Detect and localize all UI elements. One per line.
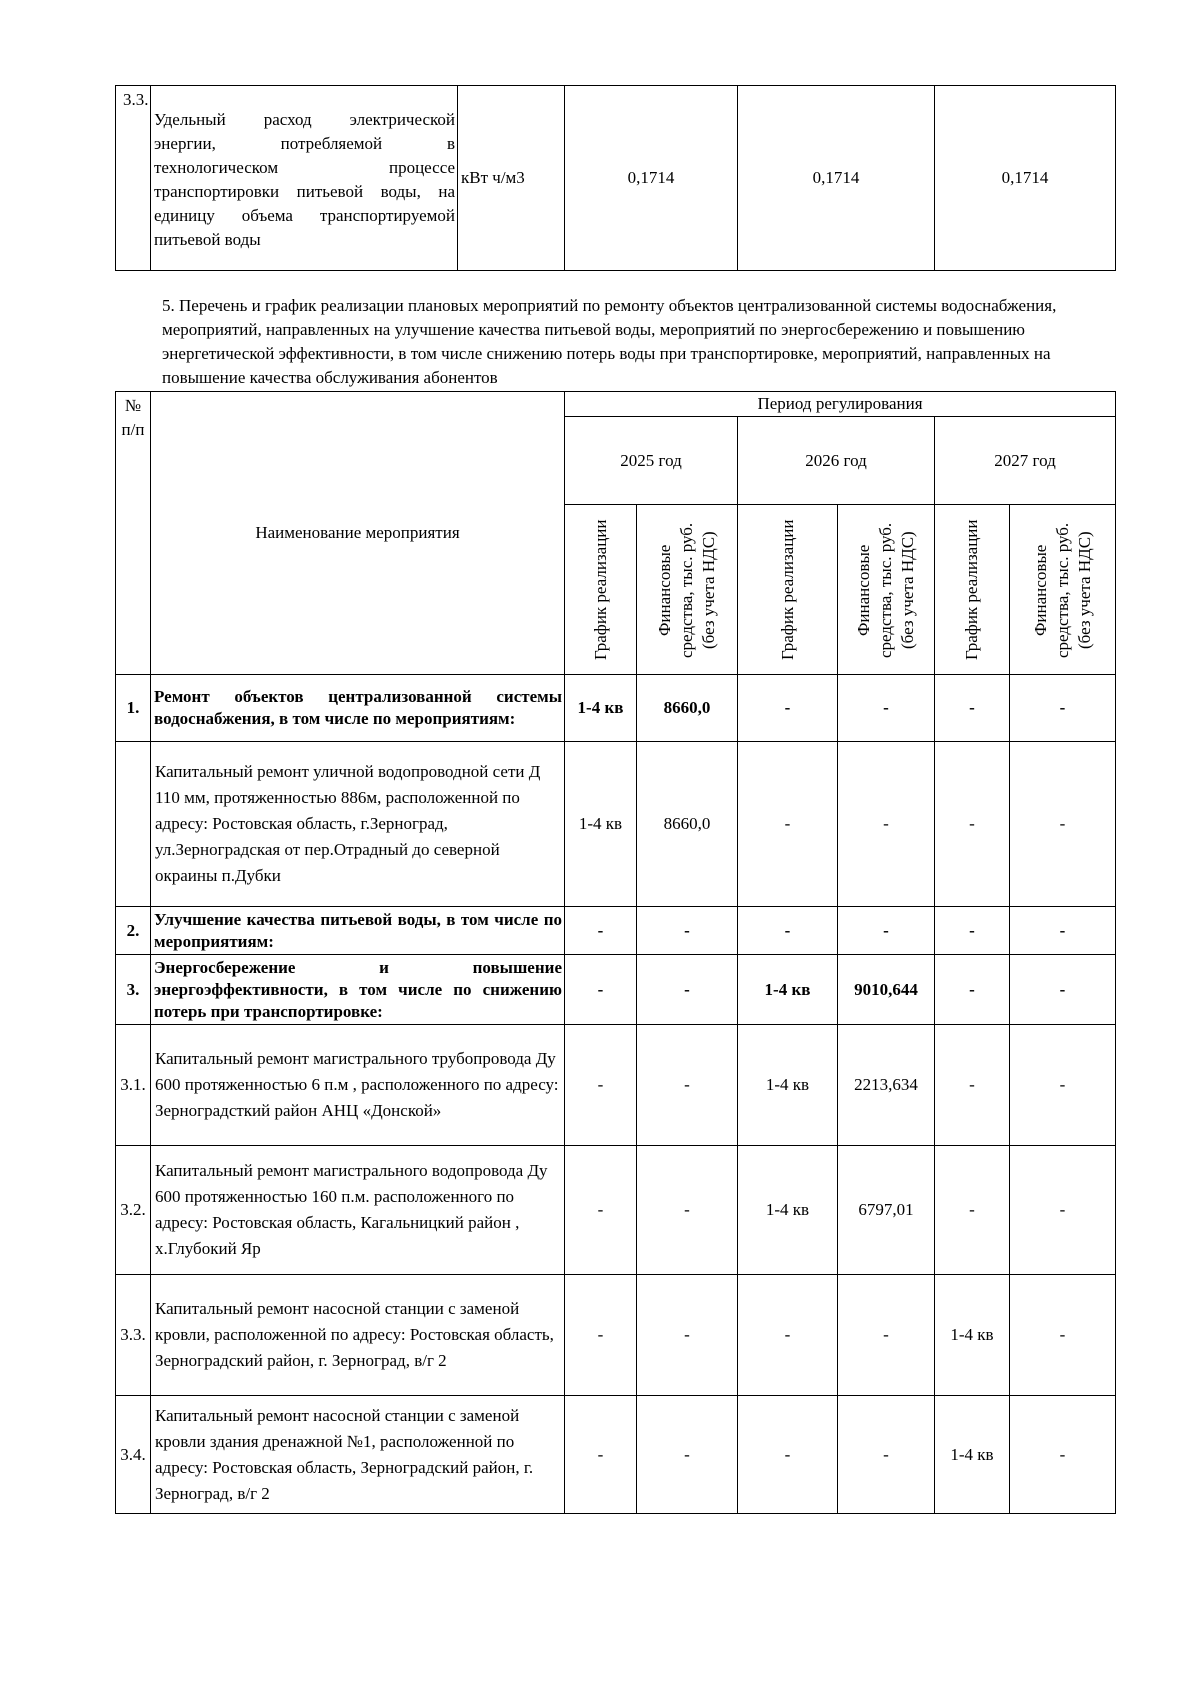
section-heading: 5. Перечень и график реализации плановых мероприятий по ремонту объектов централизованной системы водоснабжения, мероприятий, направленных на улучшение качества питьевой воды, мероприятий по энергосбережению и повышению энергетической эффективности, в том числе снижению потерь воды при транспортировке, мероприятий, направленных на повышение качества обслуживания абонентов [162,296,1057,387]
activity-name: Капитальный ремонт магистрального водопровода Ду 600 протяженностью 160 п.м. расположенного по адресу: Ростовская область, Кагальницкий район , х.Глубокий Яр [151,1146,565,1275]
cell-finance-2025: - [637,1275,738,1396]
unit-cell: кВт ч/м3 [458,86,565,271]
cell-schedule-2026: - [738,675,838,742]
cell-schedule-2025: - [565,1146,637,1275]
cell-finance-2026: - [838,1396,935,1514]
finance-header-2027: Финансовые средства, тыс. руб. (без учета НДС) [1030,521,1094,658]
cell-schedule-2025: - [565,955,637,1025]
cell-schedule-2026: 1-4 кв [738,1025,838,1146]
cell-finance-2026: - [838,1275,935,1396]
row-number [116,742,151,907]
num-header: № п/п [116,392,151,675]
cell-schedule-2025: - [565,907,637,955]
activity-name: Улучшение качества питьевой воды, в том числе по мероприятиям: [151,907,565,955]
cell-schedule-2027: - [935,742,1010,907]
indicator-name [151,86,458,271]
cell-finance-2027: - [1010,1396,1116,1514]
header-row [116,392,1116,417]
cell-schedule-2026: 1-4 кв [738,1146,838,1275]
year-2027-header: 2027 год [935,417,1116,505]
row-number: 3. [116,955,151,1025]
table-row [116,1146,1116,1275]
cell-finance-2025: - [637,955,738,1025]
table-row [116,675,1116,742]
cell-finance-2026: - [838,742,935,907]
cell-finance-2026: - [838,675,935,742]
row-number: 3.3. [116,86,151,271]
cell-schedule-2027: - [935,675,1010,742]
indicator-name-line: энергии, потребляемой в [154,134,455,153]
value-2027: 0,1714 [935,86,1116,271]
cell-schedule-2026: - [738,742,838,907]
row-number: 3.4. [116,1396,151,1514]
indicator-name-line: единицу объема транспортируемой [154,206,455,225]
indicator-name-line: Удельный расход электрической [154,110,455,129]
cell-finance-2025: - [637,907,738,955]
cell-finance-2026: - [838,907,935,955]
activity-name: Энергосбережение и повышение энергоэффективности, в том числе по снижению потерь при транспортировке: [151,955,565,1025]
schedule-header-2027: График реализации [962,519,981,660]
activity-name: Ремонт объектов централизованной системы водоснабжения, в том числе по мероприятиям: [151,675,565,742]
period-header: Период регулирования [565,392,1116,417]
activity-name: Капитальный ремонт насосной станции с заменой кровли, расположенной по адресу: Ростовская область, Зерноградский район, г. Зерноград, в/г 2 [151,1275,565,1396]
year-2025-header: 2025 год [565,417,738,505]
cell-schedule-2027: - [935,907,1010,955]
cell-finance-2026: 2213,634 [838,1025,935,1146]
row-number: 3.3. [116,1275,151,1396]
schedule-header-2026: График реализации [777,519,797,660]
cell-schedule-2027: - [935,955,1010,1025]
cell-schedule-2026: - [738,907,838,955]
cell-finance-2025: - [637,1146,738,1275]
activities-table [115,391,1116,1514]
activity-name: Капитальный ремонт уличной водопроводной сети Д 110 мм, протяженностью 886м, расположенной по адресу: Ростовская область, г.Зерноград, ул.Зерноградская от пер.Отрадный до северной окраины п.Дубки [151,742,565,907]
row-number: 2. [116,907,151,955]
schedule-header-2025: График реализации [590,519,610,660]
indicator-name-line: технологическом процессе [154,158,455,177]
table-row [116,86,1116,271]
indicator-table [115,85,1116,271]
cell-schedule-2027: 1-4 кв [935,1275,1010,1396]
cell-finance-2026: 9010,644 [838,955,935,1025]
cell-schedule-2025: 1-4 кв [565,675,637,742]
cell-finance-2027: - [1010,1146,1116,1275]
activity-name: Капитальный ремонт насосной станции с заменой кровли здания дренажной №1, расположенной по адресу: Ростовская область, Зерноградский район, г. Зерноград, в/г 2 [151,1396,565,1514]
cell-schedule-2026: 1-4 кв [738,955,838,1025]
cell-finance-2025: 8660,0 [637,675,738,742]
cell-finance-2026: 6797,01 [838,1146,935,1275]
value-2025: 0,1714 [565,86,738,271]
cell-schedule-2025: - [565,1396,637,1514]
cell-schedule-2026: - [738,1275,838,1396]
cell-finance-2025: 8660,0 [637,742,738,907]
cell-finance-2027: - [1010,907,1116,955]
cell-schedule-2025: 1-4 кв [565,742,637,907]
finance-header-2026: Финансовые средства, тыс. руб. (без учета НДС) [854,521,917,658]
table-row [116,1025,1116,1146]
cell-finance-2027: - [1010,1025,1116,1146]
table-row [116,955,1116,1025]
table-row [116,1396,1116,1514]
activity-name: Капитальный ремонт магистрального трубопровода Ду 600 протяженностью 6 п.м , расположенного по адресу: Зерноградсткий район АНЦ «Донской» [151,1025,565,1146]
year-2026-header: 2026 год [738,417,935,505]
table-row [116,1275,1116,1396]
cell-finance-2027: - [1010,955,1116,1025]
cell-schedule-2026: - [738,1396,838,1514]
cell-finance-2027: - [1010,742,1116,907]
row-number: 3.1. [116,1025,151,1146]
row-number: 1. [116,675,151,742]
finance-header-2025: Финансовые средства, тыс. руб. (без учета НДС) [655,521,718,658]
cell-schedule-2027: - [935,1146,1010,1275]
value-2026: 0,1714 [738,86,935,271]
indicator-name-line: транспортировки питьевой воды, на [154,182,455,201]
cell-finance-2025: - [637,1396,738,1514]
cell-schedule-2027: 1-4 кв [935,1396,1010,1514]
cell-finance-2027: - [1010,1275,1116,1396]
cell-schedule-2025: - [565,1025,637,1146]
name-header: Наименование мероприятия [151,392,565,675]
row-number: 3.2. [116,1146,151,1275]
cell-schedule-2025: - [565,1275,637,1396]
table-row [116,907,1116,955]
table-row [116,742,1116,907]
cell-schedule-2027: - [935,1025,1010,1146]
cell-finance-2025: - [637,1025,738,1146]
indicator-name-line: питьевой воды [154,230,261,249]
cell-finance-2027: - [1010,675,1116,742]
